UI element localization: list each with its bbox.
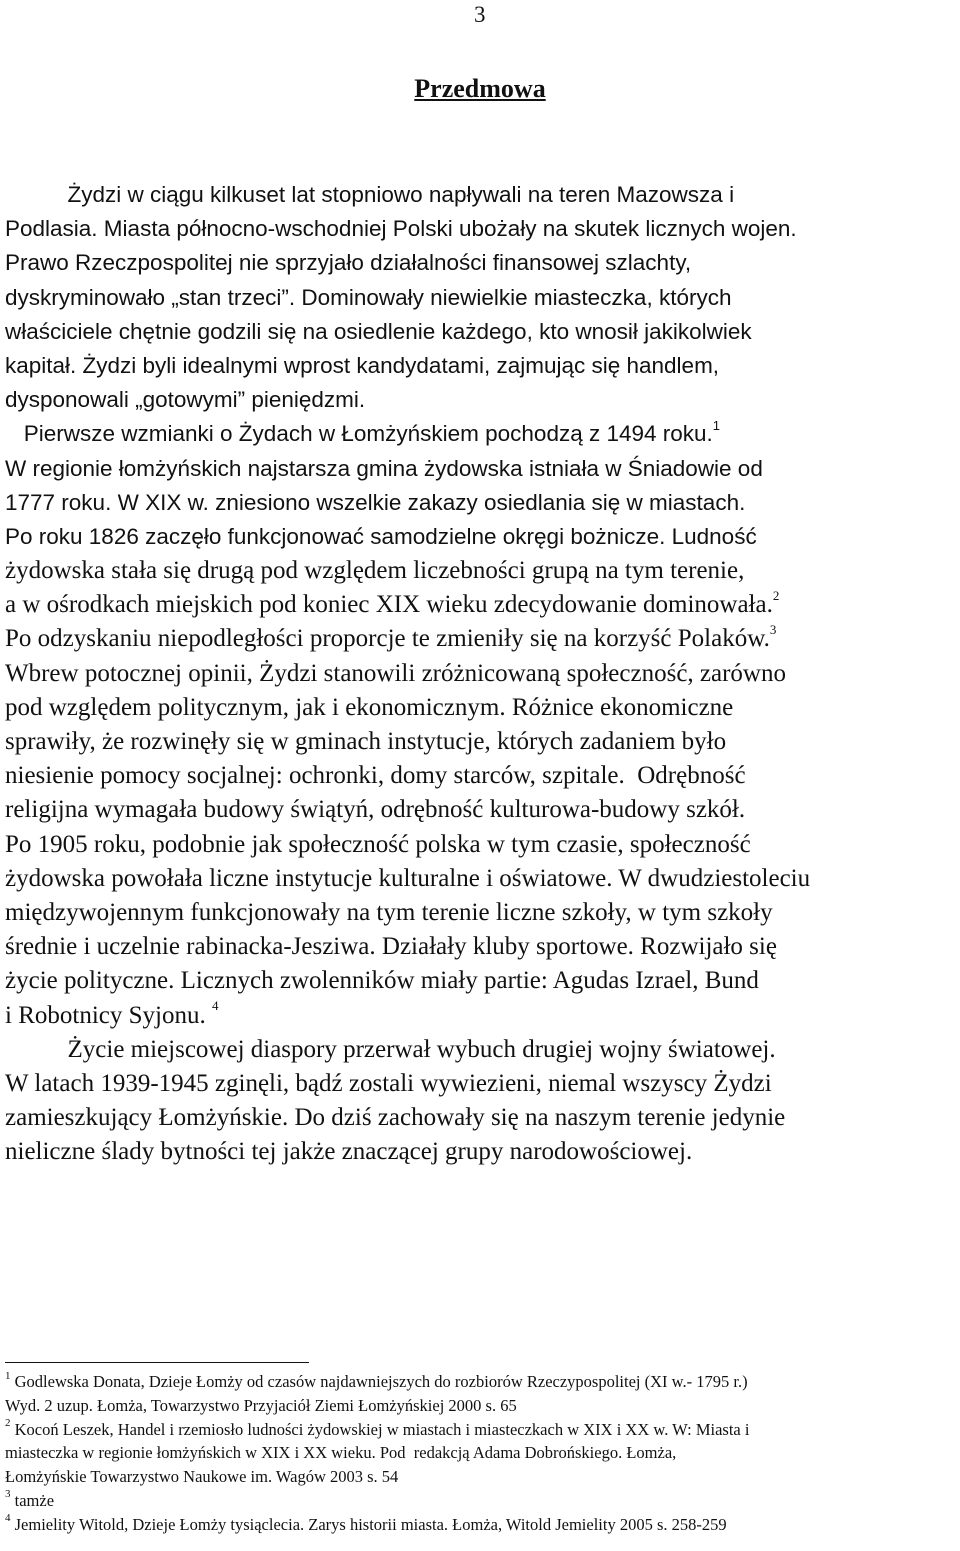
body-line-text: dyskryminowało „stan trzeci”. Dominowały niewielkie miasteczka, których — [5, 284, 732, 310]
footnote-text: Kocoń Leszek, Handel i rzemiosło ludności żydowskiej w miastach i miasteczkach w XIX i XX w. W: Miasta i — [10, 1419, 750, 1439]
footnote-number: 2 — [5, 1417, 11, 1430]
body-line — [5, 964, 955, 998]
body-line-text: właściciele chętnie godzili się na osiedlenie każdego, kto wnosił jakikolwiek — [5, 318, 752, 344]
footnote-line — [5, 1465, 960, 1489]
page-number: 3 — [474, 2, 486, 27]
body-line — [5, 452, 955, 486]
body-line-text: Żydzi w ciągu kilkuset lat stopniowo napływali na teren Mazowsza i — [5, 182, 735, 207]
body-line — [5, 486, 955, 520]
body-line-text: średnie i uczelnie rabinacka-Jesziwa. Działały kluby sportowe. Rozwijało się — [5, 933, 777, 961]
page-title: Przedmowa — [414, 74, 546, 103]
body-line-text: i Robotnicy Syjonu. — [5, 1001, 212, 1029]
footnote-reference: 4 — [211, 998, 219, 1014]
footnote-line — [5, 1394, 960, 1418]
footnote-text: miasteczka w regionie łomżyńskich w XIX i XX wieku. Pod redakcją Adama Dobrońskiego. Łomża, — [5, 1443, 677, 1463]
body-line — [5, 178, 955, 212]
body-line-text: a w ośrodkach miejskich pod koniec XIX wieku zdecydowanie dominowała. — [5, 591, 773, 619]
footnote-text: tamże — [10, 1490, 55, 1510]
body-line — [5, 246, 955, 280]
body-line-text: Po 1905 roku, podobnie jak społeczność polska w tym czasie, społeczność — [5, 830, 751, 858]
body-line — [5, 793, 955, 827]
footnote-text: Łomżyńskie Towarzystwo Naukowe im. Wagów 2003 s. 54 — [5, 1467, 399, 1487]
footnote-line — [5, 1370, 960, 1394]
body-line-text: międzywojennym funkcjonowały na tym terenie liczne szkoły, w tym szkoły — [5, 898, 773, 926]
body-line-text: Po roku 1826 zaczęło funkcjonować samodzielne okręgi bożnicze. Ludność — [5, 523, 757, 549]
footnote-reference: 2 — [772, 587, 780, 603]
footnote-reference: 3 — [769, 622, 777, 638]
body-line-text: pod względem politycznym, jak i ekonomicznym. Różnice ekonomiczne — [5, 693, 734, 721]
footnote-number: 4 — [5, 1512, 11, 1525]
footnote-number: 1 — [5, 1369, 11, 1382]
body-text — [5, 178, 955, 1169]
body-line-text: 1777 roku. W XIX w. zniesiono wszelkie zakazy osiedlania się w miastach. — [5, 489, 746, 515]
body-line-text: kapitał. Żydzi byli idealnymi wprost kandydatami, zajmując się handlem, — [5, 352, 720, 378]
footnote-reference: 1 — [712, 417, 721, 433]
body-line-text: Życie miejscowej diaspory przerwał wybuch drugiej wojny światowej. — [5, 1035, 776, 1063]
body-line — [5, 862, 955, 896]
body-line — [5, 691, 955, 725]
body-line-text: sprawiły, że rozwinęły się w gminach instytucje, których zadaniem było — [5, 728, 727, 755]
body-line-text: dysponowali „gotowymi” pieniędzmi. — [5, 387, 366, 413]
footnotes — [5, 1370, 960, 1537]
body-line — [5, 828, 955, 862]
footnote-line — [5, 1489, 960, 1513]
body-line — [5, 520, 955, 554]
body-line — [5, 349, 955, 383]
footnote-number: 3 — [5, 1488, 11, 1501]
body-line — [5, 417, 955, 451]
body-line — [5, 1033, 955, 1067]
body-line — [5, 383, 955, 417]
body-line-text: żydowska powołała liczne instytucje kulturalne i oświatowe. W dwudziestoleciu — [5, 864, 811, 892]
body-line-text: religijna wymagała budowy świątyń, odrębność kulturowa-budowy szkół. — [5, 796, 746, 824]
body-line — [5, 315, 955, 349]
body-line-text: zamieszkujący Łomżyńskie. Do dziś zachowały się na naszym terenie jedynie — [5, 1104, 786, 1132]
body-line-text: W latach 1939-1945 zginęli, bądź zostali wywiezieni, niemal wszyscy Żydzi — [5, 1069, 772, 1097]
footnote-text: Jemielity Witold, Dzieje Łomży tysiąclecia. Zarys historii miasta. Łomża, Witold Jemielity 2005 s. 258-259 — [10, 1514, 727, 1534]
body-line — [5, 930, 955, 964]
body-line — [5, 896, 955, 930]
footnote-line — [5, 1441, 960, 1465]
body-line — [5, 1135, 955, 1169]
body-line-text: Wbrew potocznej opinii, Żydzi stanowili zróżnicowaną społeczność, zarówno — [5, 659, 786, 687]
body-line — [5, 554, 955, 588]
footnote-text: Godlewska Donata, Dzieje Łomży od czasów najdawniejszych do rozbiorów Rzeczypospolitej (XI w.- 1795 r.) — [10, 1372, 748, 1391]
footnote-separator — [5, 1362, 309, 1363]
body-line-text: Podlasia. Miasta północno-wschodniej Polski ubożały na skutek licznych wojen. — [5, 216, 797, 242]
body-line — [5, 622, 955, 656]
body-line-text: nieliczne ślady bytności tej jakże znaczącej grupy narodowościowej. — [5, 1138, 693, 1166]
body-line — [5, 588, 955, 622]
body-line-text: żydowska stała się drugą pod względem liczebności grupą na tym terenie, — [5, 557, 745, 585]
body-line — [5, 212, 955, 246]
body-line — [5, 759, 955, 793]
body-line — [5, 725, 955, 759]
footnote-line — [5, 1418, 960, 1442]
body-line-text: W regionie łomżyńskich najstarsza gmina żydowska istniała w Śniadowie od — [5, 455, 763, 481]
body-line-text: życie polityczne. Licznych zwolenników miały partie: Agudas Izrael, Bund — [5, 967, 759, 995]
body-line — [5, 1101, 955, 1135]
body-line — [5, 657, 955, 691]
body-line-text: Pierwsze wzmianki o Żydach w Łomżyńskiem pochodzą z 1494 roku. — [5, 421, 713, 447]
footnote-text: Wyd. 2 uzup. Łomża, Towarzystwo Przyjaciół Ziemi Łomżyńskiej 2000 s. 65 — [5, 1395, 517, 1415]
footnote-line — [5, 1513, 960, 1537]
body-line-text: niesienie pomocy socjalnej: ochronki, domy starców, szpitale. Odrębność — [5, 762, 746, 790]
body-line — [5, 1067, 955, 1101]
body-line-text: Po odzyskaniu niepodległości proporcje te zmieniły się na korzyść Polaków. — [5, 625, 770, 653]
body-line — [5, 999, 955, 1033]
body-line — [5, 281, 955, 315]
body-line-text: Prawo Rzeczpospolitej nie sprzyjało działalności finansowej szlachty, — [5, 250, 692, 276]
